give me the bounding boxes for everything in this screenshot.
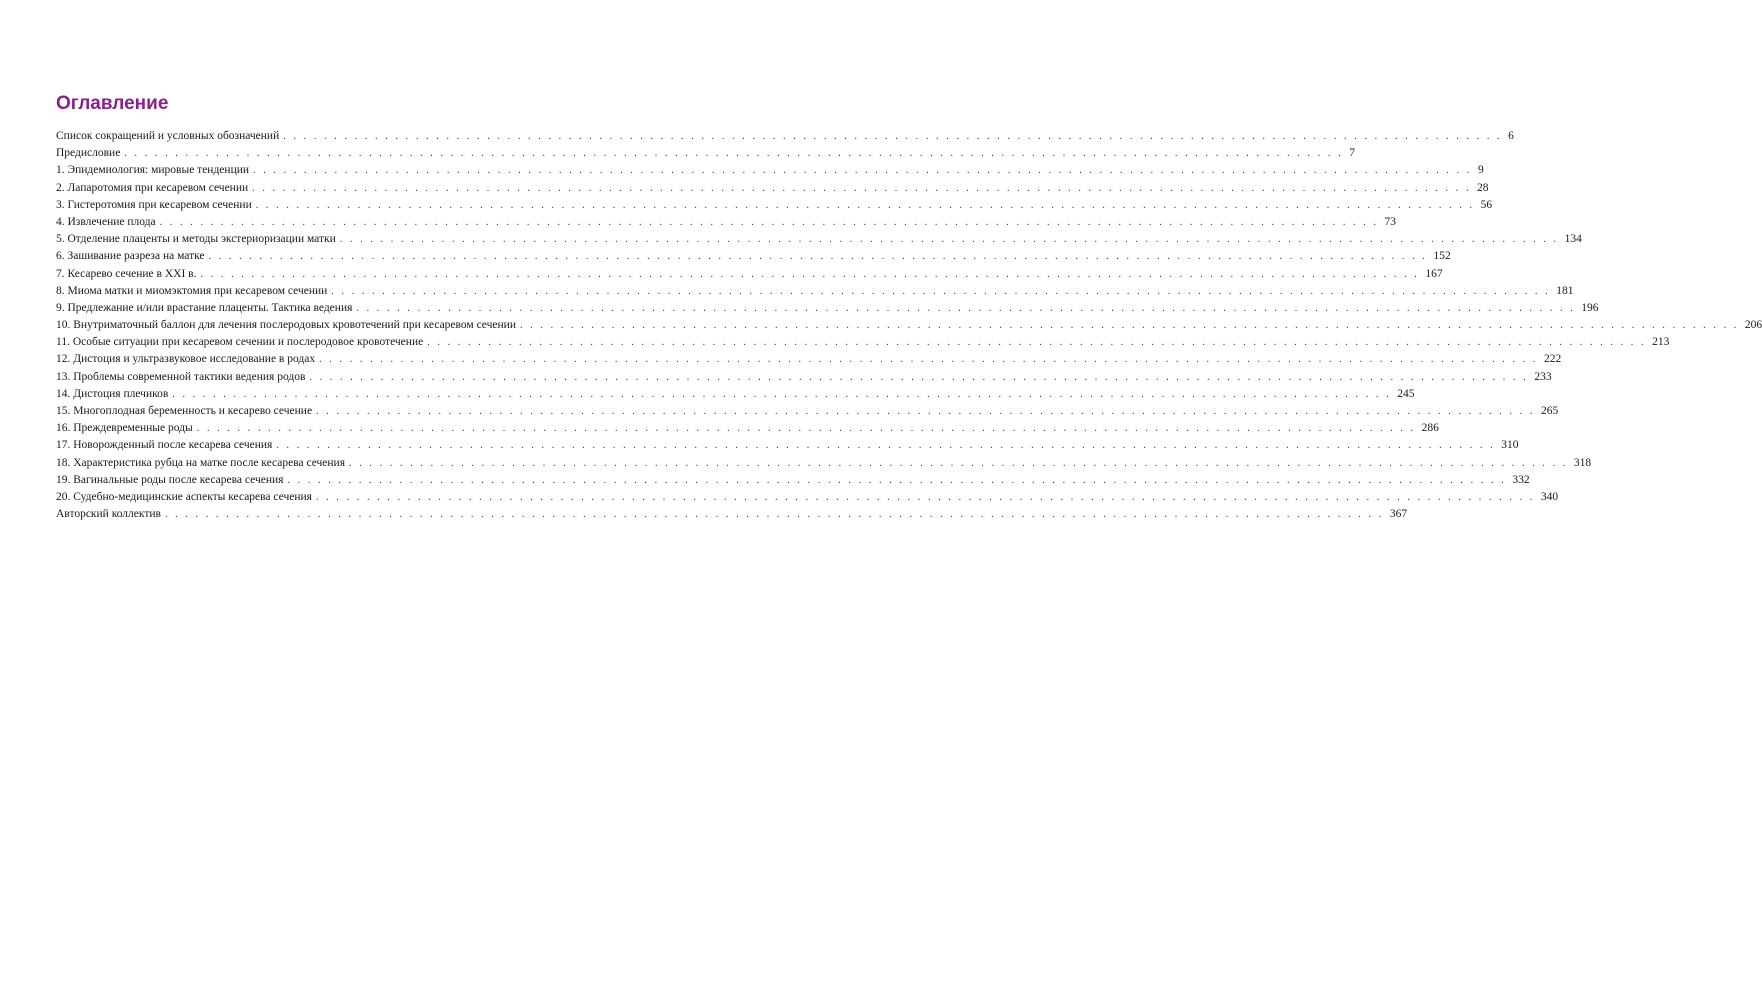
toc-entry[interactable] xyxy=(56,266,1443,283)
toc-entry[interactable] xyxy=(56,317,1762,334)
toc-entry-title: 19. Вагинальные роды после кесарева сечения xyxy=(56,473,284,486)
toc-dot-leader: . . . . . . . . . . . . . . . . . . . . . . . . . . . . . . . . . . . . . . . . . . . . . . . . . . . . . . . . . . . . . . . . . . . . . . . . . . . . . . . . . . . . . . . . . . . . . . . . . . . . . . . . . . . . . . . . . . . . . . . . xyxy=(316,406,1535,417)
toc-entry[interactable] xyxy=(56,420,1439,437)
toc-page-number: 152 xyxy=(1433,250,1451,263)
toc-dot-leader: . . . . . . . . . . . . . . . . . . . . . . . . . . . . . . . . . . . . . . . . . . . . . . . . . . . . . . . . . . . . . . . . . . . . . . . . . . . . . . . . . . . . . . . . . . . . . . . . . . . . . . . . . . . . . . . . . . . . . . . . xyxy=(253,165,1472,177)
toc-entry-title: 17. Новорожденный после кесарева сечения xyxy=(56,439,273,452)
toc-entry-title: 6. Зашивание разреза на матке xyxy=(56,250,205,263)
toc-dot-leader: . . . . . . . . . . . . . . . . . . . . . . . . . . . . . . . . . . . . . . . . . . . . . . . . . . . . . . . . . . . . . . . . . . . . . . . . . . . . . . . . . . . . . . . . . . . . . . . . . . . . . . . . . . . . . . . . . . . . . . . . xyxy=(309,371,1529,383)
toc-entry-title: 12. Дистоция и ультразвуковое исследование в родах xyxy=(56,353,316,366)
toc-page-number: 340 xyxy=(1540,490,1559,503)
toc-page-number: 310 xyxy=(1501,439,1519,452)
toc-entry-title: 8. Миома матки и миомэктомия при кесаревом сечении xyxy=(56,284,328,297)
toc-dot-leader: . . . . . . . . . . . . . . . . . . . . . . . . . . . . . . . . . . . . . . . . . . . . . . . . . . . . . . . . . . . . . . . . . . . . . . . . . . . . . . . . . . . . . . . . . . . . . . . . . . . . . . . . . . . . . . . . . . . . . . . . xyxy=(208,251,1428,263)
toc-entry[interactable] xyxy=(56,369,1552,386)
toc-entry-title: 15. Многоплодная беременность и кесарево сечение xyxy=(56,405,313,417)
toc-dot-leader: . . . . . . . . . . . . . . . . . . . . . . . . . . . . . . . . . . . . . . . . . . . . . . . . . . . . . . . . . . . . . . . . . . . . . . . . . . . . . . . . . . . . . . . . . . . . . . . . . . . . . . . . . . . . . . . . . . . . . . . . xyxy=(356,302,1576,314)
toc-dot-leader: . . . . . . . . . . . . . . . . . . . . . . . . . . . . . . . . . . . . . . . . . . . . . . . . . . . . . . . . . . . . . . . . . . . . . . . . . . . . . . . . . . . . . . . . . . . . . . . . . . . . . . . . . . . . . . . . . . . . . . . . xyxy=(276,440,1496,452)
toc-page-number: 196 xyxy=(1581,301,1599,314)
toc-entry-title: 2. Лапаротомия при кесаревом сечении xyxy=(56,181,249,194)
toc-entry[interactable] xyxy=(56,162,1484,179)
toc-entry[interactable] xyxy=(56,214,1397,231)
toc-page-number: 286 xyxy=(1421,422,1439,435)
toc-entry-title: Авторский коллектив xyxy=(56,508,161,521)
toc-dot-leader: . . . . . . . . . . . . . . . . . . . . . . . . . . . . . . . . . . . . . . . . . . . . . . . . . . . . . . . . . . . . . . . . . . . . . . . . . . . . . . . . . . . . . . . . . . . . . . . . . . . . . . . . . . . . . . . . . . . . . . . . xyxy=(331,285,1551,297)
toc-entry[interactable] xyxy=(56,248,1451,265)
toc-entry-title: 20. Судебно-медицинские аспекты кесарева сечения xyxy=(56,490,312,503)
toc-entry[interactable] xyxy=(56,386,1415,403)
toc-dot-leader: . . . . . . . . . . . . . . . . . . . . . . . . . . . . . . . . . . . . . . . . . . . . . . . . . . . . . . . . . . . . . . . . . . . . . . . . . . . . . . . . . . . . . . . . . . . . . . . . . . . . . . . . . . . . . . . . . . . . . . . . xyxy=(255,199,1475,211)
toc-entry-title: Список сокращений и условных обозначений xyxy=(56,130,280,142)
toc-page-number: 134 xyxy=(1564,233,1582,246)
toc-title: Оглавление xyxy=(56,93,169,114)
toc-dot-leader: . . . . . . . . . . . . . . . . . . . . . . . . . . . . . . . . . . . . . . . . . . . . . . . . . . . . . . . . . . . . . . . . . . . . . . . . . . . . . . . . . . . . . . . . . . . . . . . . . . . . . . . . . . . . . . . . . . . . . . . . xyxy=(315,491,1535,503)
toc-page-number: 206 xyxy=(1744,319,1762,332)
toc-dot-leader: . . . . . . . . . . . . . . . . . . . . . . . . . . . . . . . . . . . . . . . . . . . . . . . . . . . . . . . . . . . . . . . . . . . . . . . . . . . . . . . . . . . . . . . . . . . . . . . . . . . . . . . . . . . . . . . . . . . . . . . . xyxy=(287,474,1507,486)
toc-dot-leader: . . . . . . . . . . . . . . . . . . . . . . . . . . . . . . . . . . . . . . . . . . . . . . . . . . . . . . . . . . . . . . . . . . . . . . . . . . . . . . . . . . . . . . . . . . . . . . . . . . . . . . . . . . . . . . . . . . . . . . . . xyxy=(339,234,1559,246)
toc-entry-title: 5. Отделение плаценты и методы экстериоризации матки xyxy=(56,233,336,246)
toc-entry-title: 10. Внутриматочный баллон для лечения послеродовых кровотечений при кесаревом сечении xyxy=(56,319,516,332)
toc-page-number: 245 xyxy=(1397,387,1415,400)
toc-entry-title: 9. Предлежание и/или врастание плаценты. Тактика ведения xyxy=(56,301,353,314)
toc-entry-title: 11. Особые ситуации при кесаревом сечении и послеродовое кровотечение xyxy=(56,336,424,349)
toc-page-number: 6 xyxy=(1508,130,1514,142)
toc-page-number: 9 xyxy=(1477,164,1484,177)
toc-dot-leader: . . . . . . . . . . . . . . . . . . . . . . . . . . . . . . . . . . . . . . . . . . . . . . . . . . . . . . . . . . . . . . . . . . . . . . . . . . . . . . . . . . . . . . . . . . . . . . . . . . . . . . . . . . . . . . . . . . . . . . . . xyxy=(200,268,1420,280)
toc-page-number: 28 xyxy=(1477,181,1489,194)
toc-entry[interactable] xyxy=(56,437,1519,454)
toc-entry[interactable] xyxy=(56,128,1514,145)
toc-entry-title: 13. Проблемы современной тактики ведения родов xyxy=(56,370,306,383)
toc-dot-leader: . . . . . . . . . . . . . . . . . . . . . . . . . . . . . . . . . . . . . . . . . . . . . . . . . . . . . . . . . . . . . . . . . . . . . . . . . . . . . . . . . . . . . . . . . . . . . . . . . . . . . . . . . . . . . . . . . . . . . . . . xyxy=(252,182,1472,194)
toc-list xyxy=(56,128,1762,523)
toc-entry[interactable] xyxy=(56,489,1559,506)
toc-entry[interactable] xyxy=(56,197,1493,214)
toc-dot-leader: . . . . . . . . . . . . . . . . . . . . . . . . . . . . . . . . . . . . . . . . . . . . . . . . . . . . . . . . . . . . . . . . . . . . . . . . . . . . . . . . . . . . . . . . . . . . . . . . . . . . . . . . . . . . . . . . . . . . . . . . xyxy=(349,457,1568,469)
toc-page-number: 7 xyxy=(1349,147,1355,160)
toc-page-number: 332 xyxy=(1512,473,1530,486)
toc-page-number: 213 xyxy=(1652,336,1670,349)
toc-entry[interactable] xyxy=(56,334,1670,351)
toc-entry[interactable] xyxy=(56,472,1530,489)
toc-dot-leader: . . . . . . . . . . . . . . . . . . . . . . . . . . . . . . . . . . . . . . . . . . . . . . . . . . . . . . . . . . . . . . . . . . . . . . . . . . . . . . . . . . . . . . . . . . . . . . . . . . . . . . . . . . . . . . . . . . . . . . . . xyxy=(519,320,1739,332)
toc-entry-title: 1. Эпидемиология: мировые тенденции xyxy=(56,164,250,177)
toc-page-number: 318 xyxy=(1573,456,1592,469)
toc-page-number: 233 xyxy=(1534,370,1552,383)
table-of-contents xyxy=(56,90,1762,523)
toc-page-number: 73 xyxy=(1384,215,1397,228)
toc-entry[interactable] xyxy=(56,506,1408,523)
toc-dot-leader: . . . . . . . . . . . . . . . . . . . . . . . . . . . . . . . . . . . . . . . . . . . . . . . . . . . . . . . . . . . . . . . . . . . . . . . . . . . . . . . . . . . . . . . . . . . . . . . . . . . . . . . . . . . . . . . . . . . . . . . . xyxy=(319,354,1539,366)
toc-dot-leader: . . . . . . . . . . . . . . . . . . . . . . . . . . . . . . . . . . . . . . . . . . . . . . . . . . . . . . . . . . . . . . . . . . . . . . . . . . . . . . . . . . . . . . . . . . . . . . . . . . . . . . . . . . . . . . . . . . . . . . . . xyxy=(172,388,1392,400)
toc-dot-leader: . . . . . . . . . . . . . . . . . . . . . . . . . . . . . . . . . . . . . . . . . . . . . . . . . . . . . . . . . . . . . . . . . . . . . . . . . . . . . . . . . . . . . . . . . . . . . . . . . . . . . . . . . . . . . . . . . . . . . . . . xyxy=(196,423,1416,435)
toc-dot-leader: . . . . . . . . . . . . . . . . . . . . . . . . . . . . . . . . . . . . . . . . . . . . . . . . . . . . . . . . . . . . . . . . . . . . . . . . . . . . . . . . . . . . . . . . . . . . . . . . . . . . . . . . . . . . . . . . . . . . . . . . xyxy=(283,131,1503,142)
toc-page-number: 181 xyxy=(1556,284,1574,297)
toc-entry-title: 7. Кесарево сечение в XXI в. xyxy=(56,267,197,280)
toc-entry[interactable] xyxy=(56,351,1562,368)
toc-dot-leader: . . . . . . . . . . . . . . . . . . . . . . . . . . . . . . . . . . . . . . . . . . . . . . . . . . . . . . . . . . . . . . . . . . . . . . . . . . . . . . . . . . . . . . . . . . . . . . . . . . . . . . . . . . . . . . . . . . . . . . . . xyxy=(427,337,1647,349)
toc-entry[interactable] xyxy=(56,300,1599,317)
toc-dot-leader: . . . . . . . . . . . . . . . . . . . . . . . . . . . . . . . . . . . . . . . . . . . . . . . . . . . . . . . . . . . . . . . . . . . . . . . . . . . . . . . . . . . . . . . . . . . . . . . . . . . . . . . . . . . . . . . . . . . . . . . . xyxy=(159,216,1379,228)
toc-entry[interactable] xyxy=(56,403,1559,420)
toc-entry-title: 18. Характеристика рубца на матке после кесарева сечения xyxy=(56,456,345,469)
toc-entry-title: 14. Дистоция плечиков xyxy=(56,387,169,400)
toc-dot-leader: . . . . . . . . . . . . . . . . . . . . . . . . . . . . . . . . . . . . . . . . . . . . . . . . . . . . . . . . . . . . . . . . . . . . . . . . . . . . . . . . . . . . . . . . . . . . . . . . . . . . . . . . . . . . . . . . . . . . . . . . xyxy=(164,509,1384,521)
toc-page-number: 56 xyxy=(1480,198,1493,211)
toc-entry[interactable] xyxy=(56,180,1489,197)
toc-page-number: 265 xyxy=(1540,405,1559,417)
toc-entry[interactable] xyxy=(56,231,1582,248)
toc-entry[interactable] xyxy=(56,283,1574,300)
toc-page-number: 222 xyxy=(1544,353,1562,366)
toc-page-number: 167 xyxy=(1425,267,1443,280)
toc-dot-leader: . . . . . . . . . . . . . . . . . . . . . . . . . . . . . . . . . . . . . . . . . . . . . . . . . . . . . . . . . . . . . . . . . . . . . . . . . . . . . . . . . . . . . . . . . . . . . . . . . . . . . . . . . . . . . . . . . . . . . . . . xyxy=(124,148,1344,160)
toc-entry[interactable] xyxy=(56,455,1592,472)
toc-entry[interactable] xyxy=(56,145,1355,162)
toc-page-number: 367 xyxy=(1389,508,1408,521)
toc-entry-title: 16. Преждевременные роды xyxy=(56,422,193,435)
toc-entry-title: 4. Извлечение плода xyxy=(56,215,156,228)
toc-entry-title: Предисловие xyxy=(56,147,121,160)
toc-entry-title: 3. Гистеротомия при кесаревом сечении xyxy=(56,198,252,211)
